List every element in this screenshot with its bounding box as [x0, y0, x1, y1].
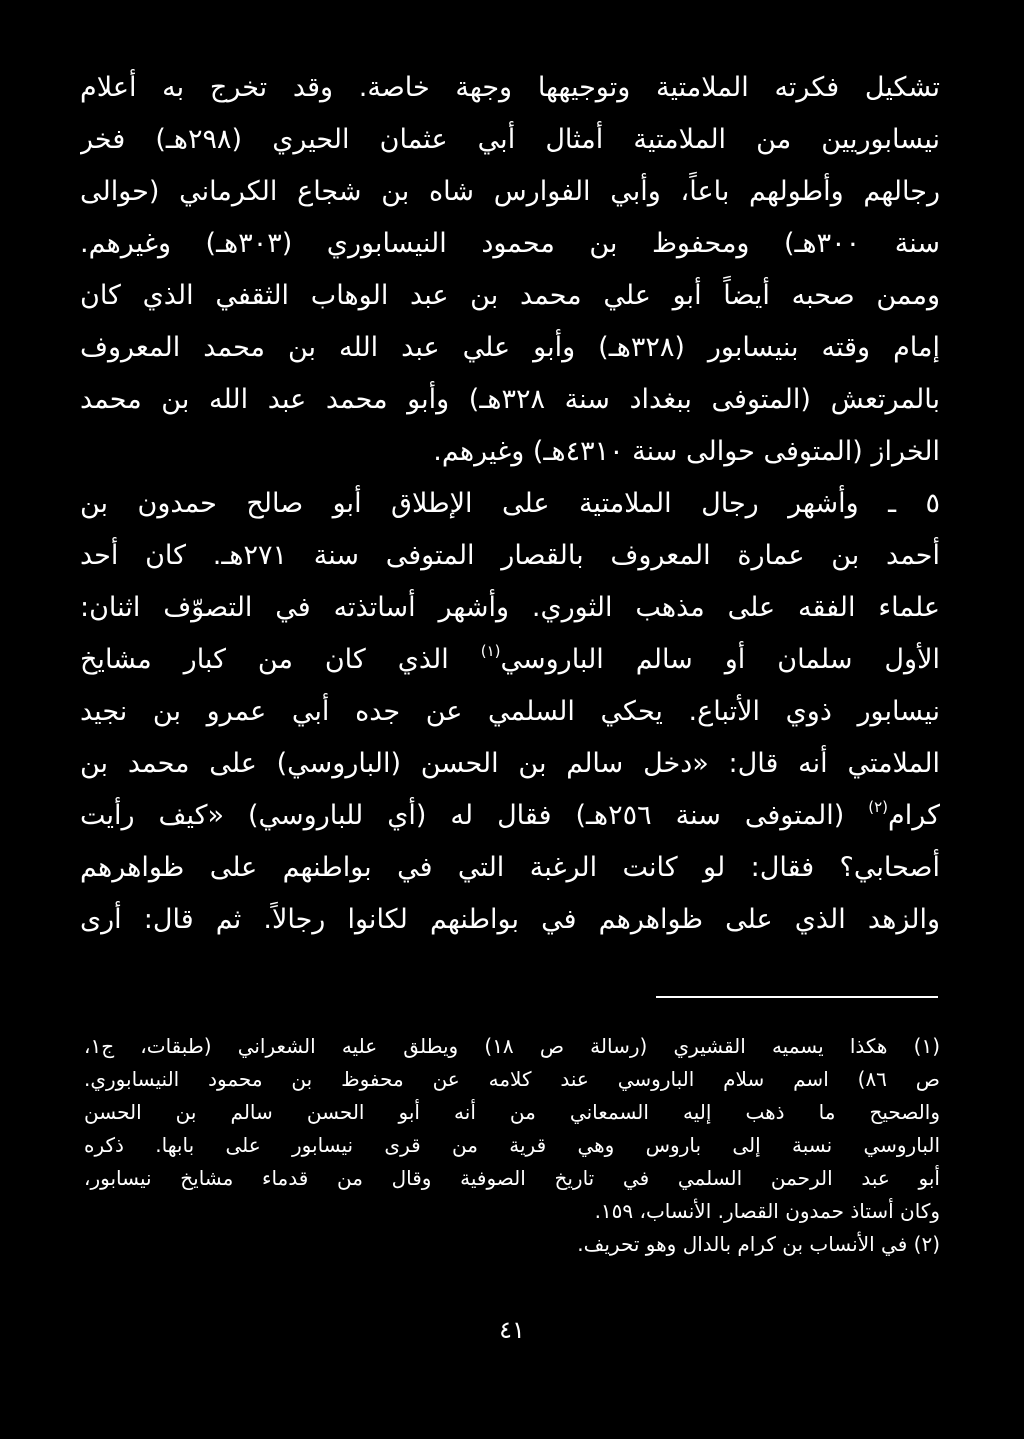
text-line: الخراز (المتوفى حوالى سنة ٤٣١٠هـ) وغيرهم. — [433, 436, 940, 467]
text-line: أحمد بن عمارة المعروف بالقصار المتوفى سنة ٢٧١هـ. كان أحد — [80, 540, 940, 571]
text-fragment: الأول سلمان أو سالم الباروسي — [500, 644, 940, 675]
footnotes — [84, 1030, 940, 1261]
text-line: نيسابور ذوي الأتباع. يحكي السلمي عن جده أبي عمرو بن نجيد — [80, 696, 940, 727]
text-line: والزهد الذي على ظواهرهم في بواطنهم لكانوا رجالاً. ثم قال: أرى — [80, 904, 940, 935]
main-text — [80, 62, 940, 946]
text-line: بالمرتعش (المتوفى ببغداد سنة ٣٢٨هـ) وأبو محمد عبد الله بن محمد — [80, 384, 940, 415]
footnote-line: أبو عبد الرحمن السلمي في تاريخ الصوفية وقال من قدماء مشايخ نيسابور، — [84, 1166, 940, 1190]
text-fragment: الذي كان من كبار مشايخ — [80, 644, 449, 675]
footnote-line: الباروسي نسبة إلى باروس وهي قرية من قرى نيسابور على بابها. ذكره — [84, 1133, 940, 1157]
text-line: وممن صحبه أيضاً أبو علي محمد بن عبد الوهاب الثقفي الذي كان — [80, 280, 940, 311]
footnote-line: وكان أستاذ حمدون القصار. الأنساب، ١٥٩. — [594, 1199, 940, 1223]
footnote-marker-2: (٢) — [868, 798, 888, 816]
footnote-line: (٢) في الأنساب بن كرام بالدال وهو تحريف. — [577, 1232, 940, 1256]
section-5-heading-line: ٥ ـ وأشهر رجال الملامتية على الإطلاق أبو صالح حمدون بن — [80, 488, 940, 519]
text-line: علماء الفقه على مذهب الثوري. وأشهر أساتذته في التصوّف اثنان: — [80, 592, 940, 623]
text-fragment: كرام — [888, 800, 940, 831]
page-number: ٤١ — [499, 1316, 525, 1344]
text-line: رجالهم وأطولهم باعاً، وأبي الفوارس شاه بن شجاع الكرماني (حوالى — [80, 176, 940, 207]
text-line: إمام وقته بنيسابور (٣٢٨هـ) وأبو علي عبد الله بن محمد المعروف — [80, 332, 940, 363]
footnote-marker-1: (١) — [480, 642, 501, 660]
footnote-line: (١) هكذا يسميه القشيري (رسالة ص ١٨) ويطلق عليه الشعراني (طبقات، ج١، — [84, 1034, 940, 1058]
text-fragment: (المتوفى سنة ٢٥٦هـ) فقال له (أي للباروسي) «كيف رأيت — [80, 800, 845, 831]
text-line: أصحابي؟ فقال: لو كانت الرغبة التي في بواطنهم على ظواهرهم — [80, 852, 940, 883]
text-line: نيسابوريين من الملامتية أمثال أبي عثمان الحيري (٢٩٨هـ) فخر — [80, 124, 940, 155]
text-line: الملامتي أنه قال: «دخل سالم بن الحسن (الباروسي) على محمد بن — [80, 748, 940, 779]
text-line-with-footnote-1 — [80, 634, 940, 686]
footnote-separator — [656, 996, 938, 998]
text-line: تشكيل فكرته الملامتية وتوجيهها وجهة خاصة. وقد تخرج به أعلام — [80, 72, 940, 103]
text-line-with-footnote-2 — [80, 790, 940, 842]
footnote-line: ص ٨٦) اسم سلام الباروسي عند كلامه عن محفوظ بن محمود النيسابوري. — [84, 1067, 940, 1091]
footnote-line: والصحيح ما ذهب إليه السمعاني من أنه أبو الحسن سالم بن الحسن — [84, 1100, 940, 1124]
text-line: سنة ٣٠٠هـ) ومحفوظ بن محمود النيسابوري (٣٠٣هـ) وغيرهم. — [80, 228, 940, 259]
